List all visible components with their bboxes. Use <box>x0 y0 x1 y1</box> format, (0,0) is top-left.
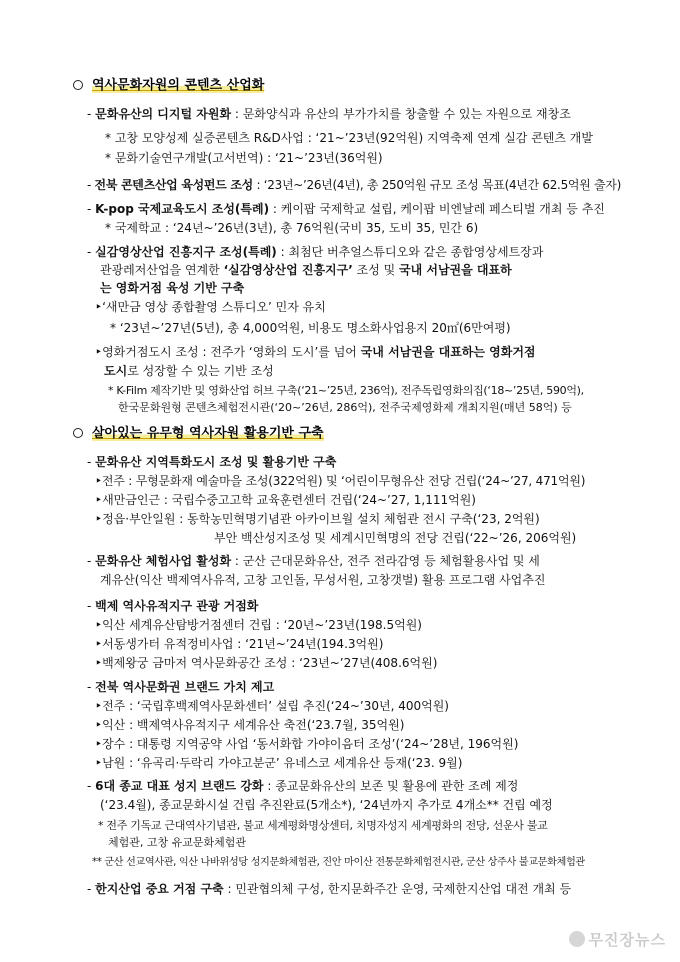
item-head: 문화유산 지역특화도시 조성 및 활용기반 구축 <box>95 455 337 469</box>
arrow-item <box>95 492 476 508</box>
dash-marker: - <box>87 882 92 896</box>
arrow-marker-icon: ‣ <box>95 637 103 651</box>
arrow-marker-icon: ‣ <box>95 699 103 713</box>
sub-note: 체험관, 고창 유교문화체험관 <box>108 836 247 849</box>
dash-item <box>87 177 621 193</box>
arrow-item <box>95 717 404 733</box>
arrow-marker-icon: ‣ <box>95 512 103 526</box>
arrow-text: 새만금인근 : 국립수중고고학 교육훈련센터 건립(‘24~’27, 1,111억원) <box>102 493 476 507</box>
item-continuation: 는 영화거점 육성 기반 구축 <box>100 281 245 295</box>
item-head: 전북 역사문화권 브랜드 가치 제고 <box>95 680 275 694</box>
sub-note: 한국문화원형 콘텐츠체험전시관(‘20~’26년, 286억), 전주국제영화제 개최지원(매년 58억) 등 <box>118 401 572 414</box>
dash-item <box>87 679 274 695</box>
item-text: : 케이팝 국제학교 설립, 케이팝 비엔날레 페스티벌 개최 등 추진 <box>269 202 605 216</box>
arrow-item <box>95 299 326 315</box>
arrow-text: 장수 : 대통령 지역공약 사업 ‘동서화합 가야이음터 조성’(‘24~’28년, 196억원) <box>102 737 519 751</box>
dash-marker: - <box>87 554 92 568</box>
dash-marker: - <box>87 779 92 793</box>
arrow-text: 백제왕궁 금마저 역사문화공간 조성 : ‘23년~’27년(408.6억원) <box>102 656 438 670</box>
arrow-marker-icon: ‣ <box>95 493 103 507</box>
arrow-item <box>95 344 536 360</box>
item-head: 문화유산의 디지털 자원화 <box>95 107 232 121</box>
item-text: : 최첨단 버추얼스튜디오와 같은 종합영상세트장과 <box>276 245 544 259</box>
dash-item <box>87 454 336 470</box>
circle-bullet-icon <box>73 428 83 438</box>
arrow-marker-icon: ‣ <box>95 656 103 670</box>
text-run: 로 성장할 수 있는 기반 조성 <box>127 364 274 378</box>
dash-item <box>87 553 540 569</box>
section-heading-1 <box>73 78 264 94</box>
sub-note: * 고창 모양성제 실증콘텐츠 R&D사업 : ‘21~’23년(92억원) 지역축제 연계 실감 콘텐츠 개발 <box>105 131 593 145</box>
arrow-marker-icon: ‣ <box>95 718 103 732</box>
text-run: 관광레저산업을 연계한 <box>100 263 224 277</box>
item-head: K-pop 국제교육도시 조성(특례) <box>95 202 270 216</box>
item-head: 백제 역사유적지구 관광 거점화 <box>95 599 259 613</box>
dash-item <box>87 201 605 217</box>
sub-note: * 전주 기독교 근대역사기념관, 불교 세계평화명상센터, 치명자성지 세계평화의 전당, 선운사 불교 <box>98 819 548 832</box>
dash-marker: - <box>87 245 92 259</box>
arrow-text: 전주 : 무형문화재 예술마을 조성(322억원) 및 ‘어린이무형유산 전당 건립(‘24~’27, 471억원) <box>101 474 586 488</box>
item-text: : ‘23년~’26년(4년), 총 250억원 규모 조성 목표(4년간 62.5억원 출자) <box>252 178 621 192</box>
arrow-item <box>95 511 540 527</box>
text-run: 영화거점도시 조성 : 전주가 ‘영화의 도시’를 넘어 <box>102 345 361 359</box>
dash-item <box>87 778 518 794</box>
dash-marker: - <box>87 178 92 192</box>
arrow-text: ‘새만금 영상 종합촬영 스튜디오’ 민자 유치 <box>102 300 326 314</box>
dash-marker: - <box>87 202 92 216</box>
arrow-item <box>95 636 383 652</box>
arrow-text: 남원 : ‘유곡리·두락리 가야고분군’ 유네스코 세계유산 등재(‘23. 9월) <box>102 756 463 770</box>
item-text: : 문화양식과 유산의 부가가치를 창출할 수 있는 자원으로 재창조 <box>231 107 571 121</box>
sub-note: * K-Film 제작기반 및 영화산업 허브 구축(‘21~’25년, 236억), 전주독립영화의집(‘18~’25년, 590억), <box>108 384 584 397</box>
dash-item <box>87 244 543 260</box>
dash-marker: - <box>87 107 92 121</box>
item-text: : 민관협의체 구성, 한지문화주간 운영, 국제한지산업 대전 개최 등 <box>223 882 572 896</box>
item-continuation: 계유산(익산 백제역사유적, 고창 고인돌, 무성서원, 고창갯벌) 활용 프로그램 사업추진 <box>100 573 546 587</box>
item-text: : 군산 근대문화유산, 전주 전라감영 등 체험활용사업 및 세 <box>231 554 540 568</box>
arrow-marker-icon: ‣ <box>95 345 103 359</box>
arrow-marker-icon: ‣ <box>95 300 103 314</box>
arrow-marker-icon: ‣ <box>95 474 102 488</box>
item-head: 한지산업 중요 거점 구축 <box>95 882 224 896</box>
dash-item <box>87 598 258 614</box>
arrow-item <box>95 473 585 489</box>
dash-marker: - <box>87 599 92 613</box>
arrow-marker-icon: ‣ <box>95 618 103 632</box>
circle-bullet-icon <box>73 80 83 90</box>
arrow-continuation: 부안 백산성지조성 및 세계시민혁명의 전당 건립(‘22~’26, 206억원) <box>214 531 577 545</box>
sub-note: ** 군산 선교역사관, 익산 나바위성당 성지문화체험관, 진안 마이산 전통문화체험전시관, 군산 상주사 불교문화체험관 <box>92 857 585 868</box>
text-run: 국내 서남권을 대표하 <box>399 263 512 277</box>
arrow-item <box>95 655 437 671</box>
item-head: 전북 콘텐츠산업 육성펀드 조성 <box>94 178 253 192</box>
watermark-text: 무진장뉴스 <box>588 931 666 949</box>
item-continuation <box>100 262 512 278</box>
text-run: ‘실감영상산업 진흥지구’ <box>223 263 353 277</box>
item-head: 6대 종교 대표 성지 브랜드 강화 <box>95 779 264 793</box>
arrow-item <box>95 755 462 771</box>
arrow-text: 익산 세계유산탐방거점센터 건립 : ‘20년~’23년(198.5억원) <box>102 618 422 632</box>
watermark-logo-icon <box>569 931 585 947</box>
section-heading-2 <box>73 426 324 442</box>
item-head: 문화유산 체험사업 활성화 <box>95 554 232 568</box>
dash-marker: - <box>87 455 92 469</box>
arrow-text: 익산 : 백제역사유적지구 세계유산 축전(‘23.7월, 35억원) <box>102 718 405 732</box>
arrow-item <box>95 736 518 752</box>
arrow-marker-icon: ‣ <box>95 756 103 770</box>
arrow-text: 서동생가터 유적정비사업 : ‘21년~’24년(194.3억원) <box>102 637 384 651</box>
arrow-text: 정읍·부안일원 : 동학농민혁명기념관 아카이브월 설치 체험관 전시 구축(‘23, 2억원) <box>102 512 540 526</box>
text-run: 조성 및 <box>352 263 400 277</box>
dash-marker: - <box>87 680 92 694</box>
item-continuation: (‘23.4월), 종교문화시설 건립 추진완료(5개소*), ‘24년까지 추가로 4개소** 건립 예정 <box>100 798 553 812</box>
text-run: 국내 서남권을 대표하는 영화거점 <box>360 345 536 359</box>
arrow-continuation <box>104 363 274 379</box>
arrow-text: 전주 : ‘국립후백제역사문화센터’ 설립 추진(‘24~’30년, 400억원) <box>102 699 449 713</box>
text-run: 도시 <box>104 364 128 378</box>
section-title: 역사문화자원의 콘텐츠 산업화 <box>92 78 265 93</box>
section-title: 살아있는 유무형 역사자원 활용기반 구축 <box>92 426 324 441</box>
sub-note: * ‘23년~’27년(5년), 총 4,000억원, 비용도 명소화사업용지 20㎡(6만여평) <box>110 321 511 335</box>
sub-note: * 국제학교 : ‘24년~’26년(3년), 총 76억원(국비 35, 도비 35, 민간 6) <box>105 221 479 235</box>
item-head: 실감영상산업 진흥지구 조성(특례) <box>95 245 277 259</box>
arrow-item <box>95 698 449 714</box>
item-text: : 종교문화유산의 보존 및 활용에 관한 조례 제정 <box>263 779 519 793</box>
dash-item <box>87 881 571 897</box>
sub-note: * 문화기술연구개발(고서번역) : ‘21~’23년(36억원) <box>105 151 383 165</box>
dash-item <box>87 106 571 122</box>
watermark <box>569 929 666 950</box>
arrow-item <box>95 617 422 633</box>
arrow-marker-icon: ‣ <box>95 737 103 751</box>
